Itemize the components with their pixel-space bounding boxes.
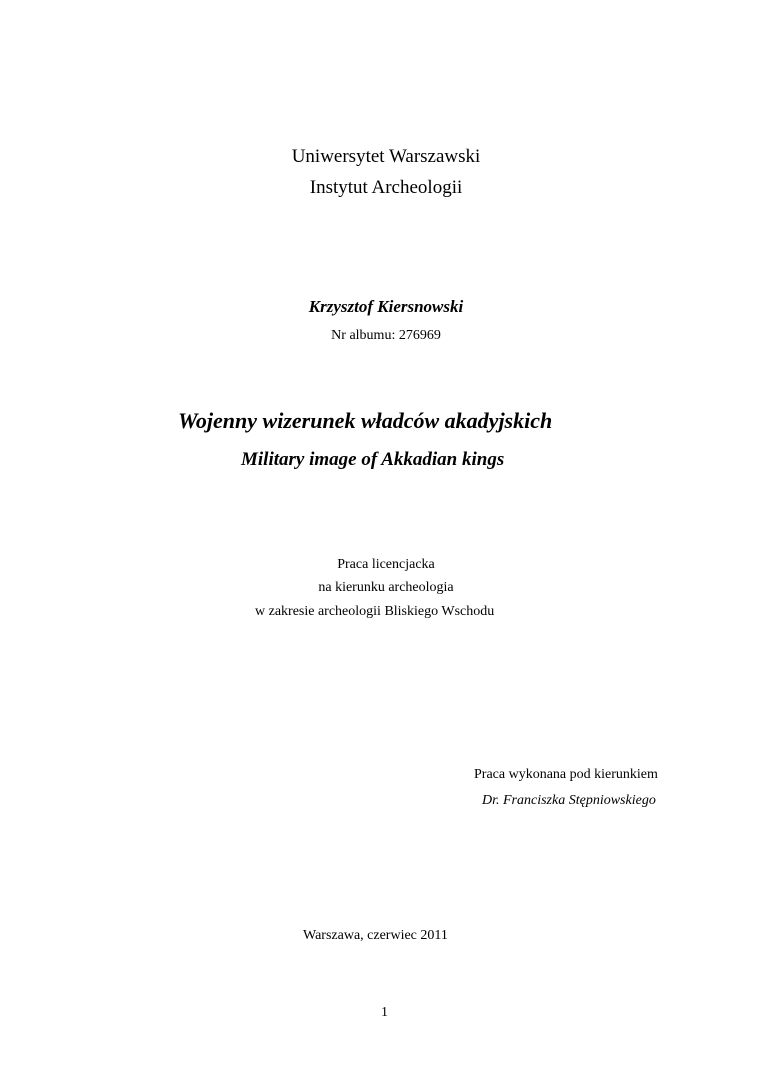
supervisor-name: Dr. Franciszka Stępniowskiego xyxy=(482,793,656,808)
thesis-title-polish: Wojenny wizerunek władców akadyjskich xyxy=(178,408,553,433)
thesis-type: Praca licencjacka xyxy=(337,557,435,572)
supervision-label: Praca wykonana pod kierunkiem xyxy=(474,767,658,782)
thesis-scope: w zakresie archeologii Bliskiego Wschodu xyxy=(255,604,495,619)
institute-name: Instytut Archeologii xyxy=(309,177,463,198)
page-number: 1 xyxy=(381,1005,388,1020)
place-and-date: Warszawa, czerwiec 2011 xyxy=(303,928,448,943)
album-number: Nr albumu: 276969 xyxy=(331,328,441,343)
university-name: Uniwersytet Warszawski xyxy=(291,146,481,167)
author-name: Krzysztof Kiersnowski xyxy=(308,297,464,316)
thesis-field: na kierunku archeologia xyxy=(318,580,454,595)
thesis-title-english: Military image of Akkadian kings xyxy=(241,449,505,470)
